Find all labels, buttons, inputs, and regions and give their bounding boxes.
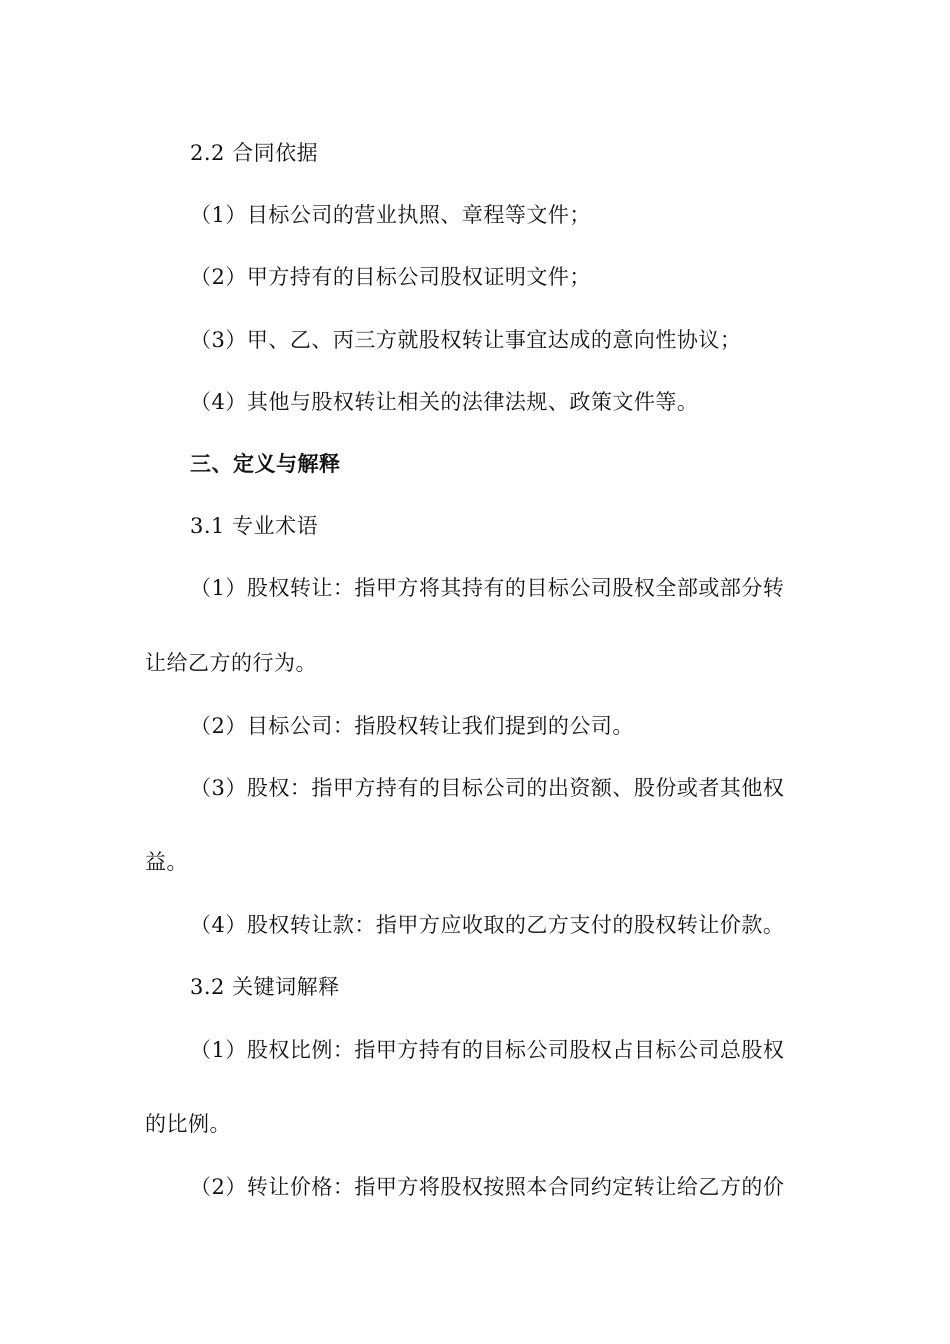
paragraph-line: 的比例。 bbox=[145, 1112, 231, 1136]
paragraph-line: （1）股权转让：指甲方将其持有的目标公司股权全部或部分转 bbox=[190, 576, 785, 600]
paragraph-line: （3）股权：指甲方持有的目标公司的出资额、股份或者其他权 bbox=[190, 776, 785, 800]
list-item: （1）目标公司的营业执照、章程等文件； bbox=[190, 203, 591, 227]
paragraph-line: 益。 bbox=[145, 850, 188, 874]
list-item: （3）甲、乙、丙三方就股权转让事宜达成的意向性协议； bbox=[190, 328, 742, 352]
list-item: （2）目标公司：指股权转让我们提到的公司。 bbox=[190, 714, 634, 738]
section-heading-3: 三、定义与解释 bbox=[190, 451, 341, 476]
paragraph-line: 让给乙方的行为。 bbox=[145, 651, 317, 675]
list-item: （4）股权转让款：指甲方应收取的乙方支付的股权转让价款。 bbox=[190, 913, 785, 937]
paragraph-line: （2）转让价格：指甲方将股权按照本合同约定转让给乙方的价 bbox=[190, 1175, 785, 1199]
list-item: （4）其他与股权转让相关的法律法规、政策文件等。 bbox=[190, 390, 699, 414]
section-heading-3-2: 3.2 关键词解释 bbox=[190, 975, 340, 999]
paragraph-line: （1）股权比例：指甲方持有的目标公司股权占目标公司总股权 bbox=[190, 1038, 785, 1062]
section-heading-3-1: 3.1 专业术语 bbox=[190, 514, 319, 538]
list-item: （2）甲方持有的目标公司股权证明文件； bbox=[190, 265, 591, 289]
section-heading-2-2: 2.2 合同依据 bbox=[190, 141, 319, 165]
